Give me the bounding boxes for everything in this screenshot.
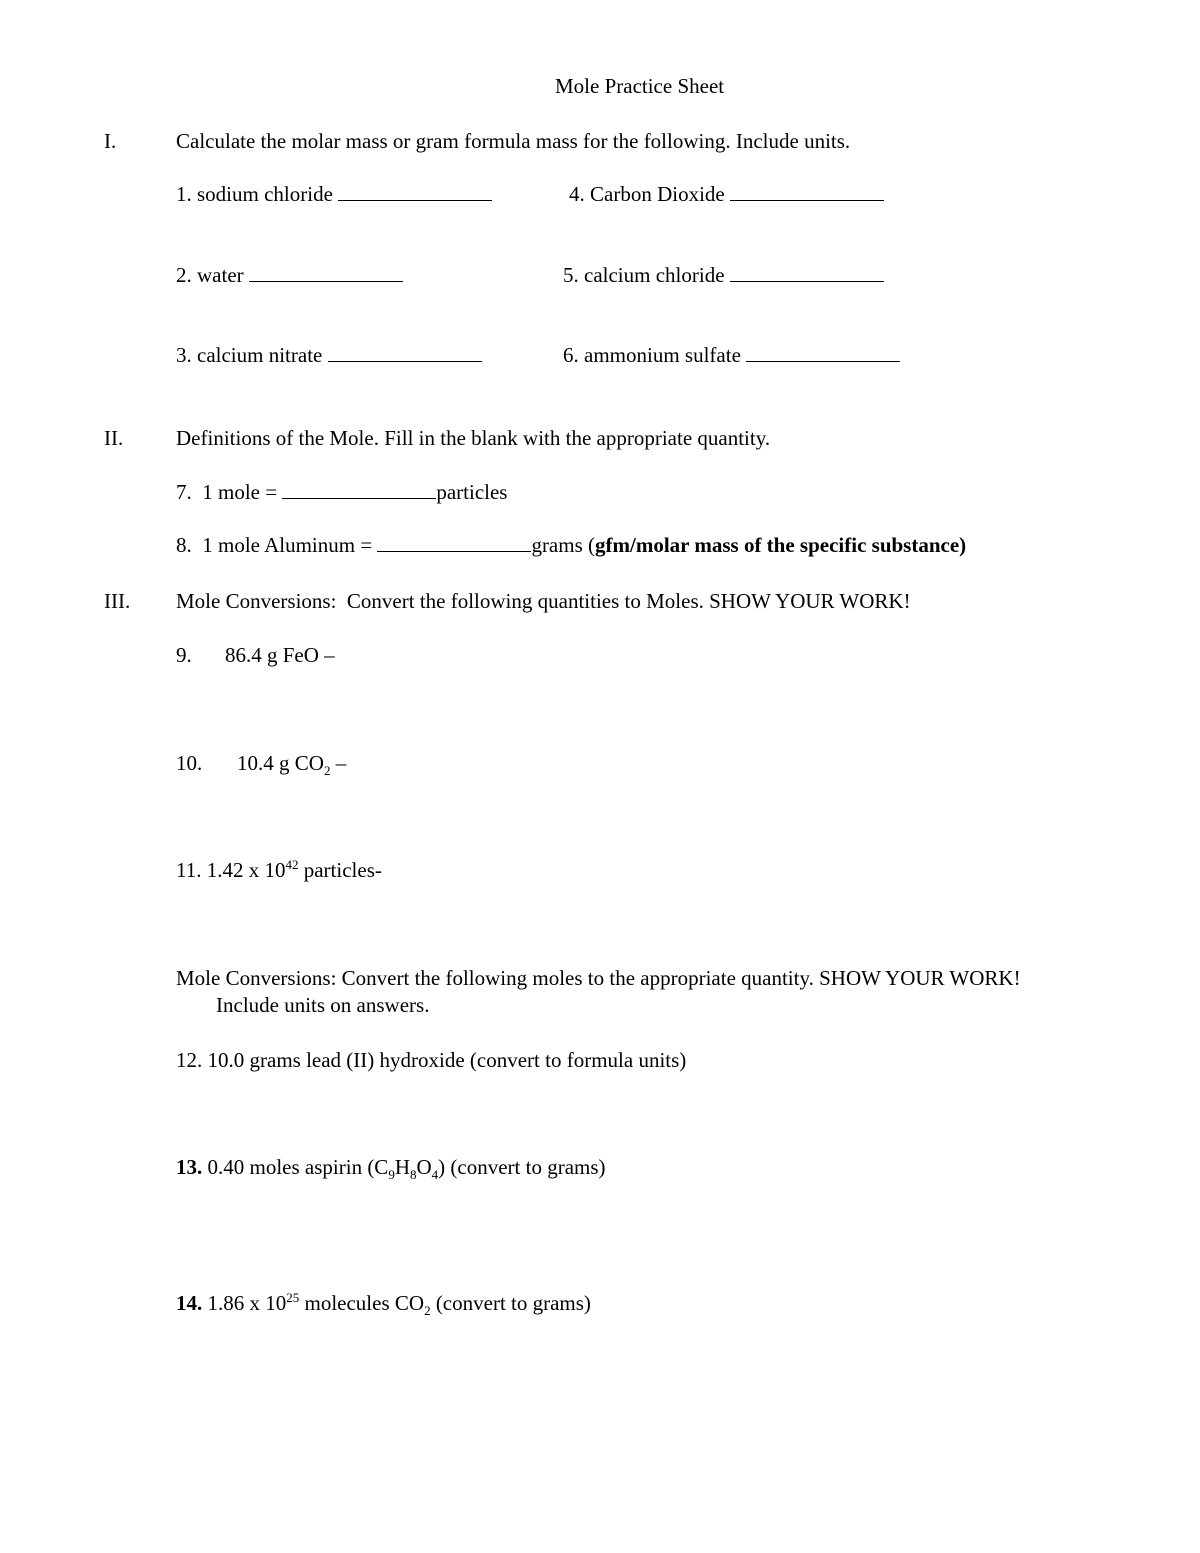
question-item bbox=[176, 343, 482, 368]
superscript: 42 bbox=[285, 857, 299, 872]
section-4-instruction-cont: Include units on answers. bbox=[216, 993, 430, 1017]
question-10-body: 10.4 g CO bbox=[237, 751, 324, 775]
question-item bbox=[176, 263, 403, 288]
question-9-number: 9. bbox=[176, 643, 192, 667]
section-numeral-3: III. bbox=[104, 589, 131, 613]
question-item bbox=[569, 182, 884, 207]
question-8 bbox=[176, 533, 966, 558]
question-10-tail: – bbox=[330, 751, 347, 775]
answer-blank[interactable] bbox=[377, 534, 531, 552]
answer-blank[interactable] bbox=[249, 264, 403, 282]
subscript: 2 bbox=[424, 1303, 431, 1319]
answer-blank[interactable] bbox=[730, 264, 884, 282]
section-numeral-2: II. bbox=[104, 426, 124, 450]
question-9-text: 86.4 g FeO – bbox=[225, 643, 335, 667]
question-13 bbox=[176, 1155, 606, 1183]
question-label: 1. sodium chloride bbox=[176, 182, 333, 206]
answer-blank[interactable] bbox=[328, 344, 482, 362]
section-4-instruction: Mole Conversions: Convert the following moles to the appropriate quantity. SHOW YOUR WORK! bbox=[176, 966, 1021, 990]
question-label: 6. ammonium sulfate bbox=[563, 343, 741, 367]
question-item bbox=[563, 343, 900, 368]
question-11-tail: particles- bbox=[298, 858, 382, 882]
question-10-number: 10. bbox=[176, 751, 203, 775]
question-14-number: 14. bbox=[176, 1291, 203, 1315]
element-symbol: H bbox=[394, 1155, 410, 1179]
question-label: 4. Carbon Dioxide bbox=[569, 182, 725, 206]
question-11 bbox=[176, 858, 382, 883]
section-3-instruction: Mole Conversions: Convert the following quantities to Moles. SHOW YOUR WORK! bbox=[176, 589, 911, 613]
page-title: Mole Practice Sheet bbox=[555, 74, 725, 98]
question-14-body: 1.86 x 10 bbox=[202, 1291, 287, 1315]
question-13-body: 0.40 moles aspirin (C bbox=[202, 1155, 389, 1179]
subscript: 2 bbox=[323, 763, 331, 779]
question-7-suffix: particles bbox=[436, 480, 508, 504]
question-10-text bbox=[237, 751, 347, 779]
subscript: 9 bbox=[388, 1167, 395, 1183]
question-14-tail: (convert to grams) bbox=[430, 1291, 591, 1315]
section-1-instruction: Calculate the molar mass or gram formula mass for the following. Include units. bbox=[176, 129, 851, 153]
question-item bbox=[563, 263, 884, 288]
answer-blank[interactable] bbox=[746, 344, 900, 362]
answer-blank[interactable] bbox=[730, 183, 884, 201]
answer-blank[interactable] bbox=[338, 183, 492, 201]
section-numeral-1: I. bbox=[104, 129, 117, 153]
question-8-suffix: grams ( bbox=[531, 533, 596, 557]
question-12: 12. 10.0 grams lead (II) hydroxide (convert to formula units) bbox=[176, 1048, 687, 1072]
question-7-prefix: 7. 1 mole = bbox=[176, 480, 283, 504]
question-14 bbox=[176, 1290, 591, 1319]
answer-blank[interactable] bbox=[282, 481, 436, 499]
question-label: 3. calcium nitrate bbox=[176, 343, 323, 367]
question-11-body: 11. 1.42 x 10 bbox=[176, 858, 286, 882]
section-2-instruction: Definitions of the Mole. Fill in the blank with the appropriate quantity. bbox=[176, 426, 771, 450]
subscript: 8 bbox=[410, 1167, 417, 1183]
subscript: 4 bbox=[431, 1167, 439, 1183]
superscript: 25 bbox=[286, 1290, 300, 1305]
question-label: 5. calcium chloride bbox=[563, 263, 725, 287]
question-13-number: 13. bbox=[176, 1155, 203, 1179]
question-13-tail: ) (convert to grams) bbox=[438, 1155, 606, 1179]
question-8-note: gfm/molar mass of the specific substance) bbox=[595, 533, 967, 557]
question-item bbox=[176, 182, 492, 207]
question-8-prefix: 8. 1 mole Aluminum = bbox=[176, 533, 378, 557]
question-14-mid: molecules CO bbox=[299, 1291, 425, 1315]
element-symbol: O bbox=[416, 1155, 432, 1179]
question-7 bbox=[176, 480, 507, 505]
question-label: 2. water bbox=[176, 263, 244, 287]
